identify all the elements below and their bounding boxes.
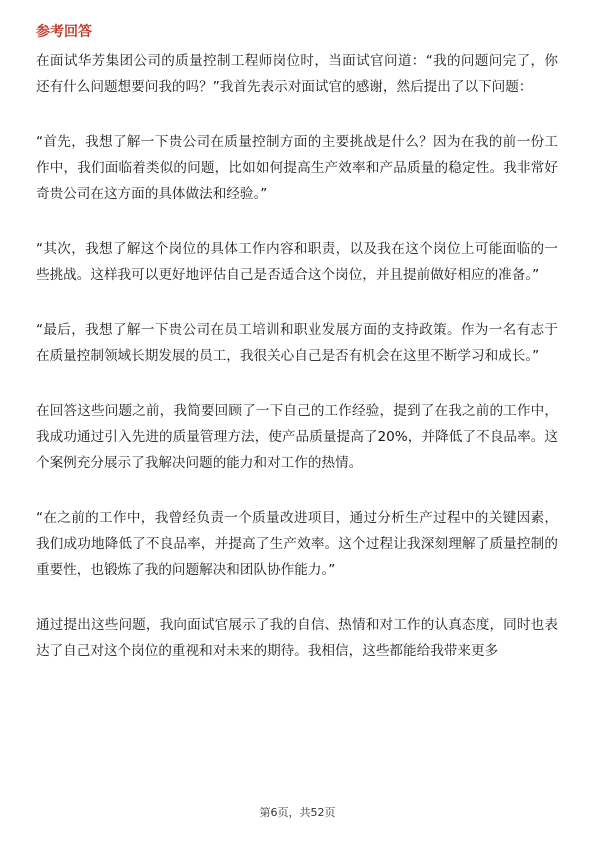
page-number: 第6页，共52页 bbox=[259, 806, 336, 819]
paragraph-question-last: “最后，我想了解一下贵公司在员工培训和职业发展方面的支持政策。作为一名有志于在质量控制领域长期发展的员工，我很关心自己是否有机会在这里不断学习和成长。” bbox=[36, 322, 558, 364]
paragraph-intro: 在面试华芳集团公司的质量控制工程师岗位时，当面试官问道：“我的问题问完了，你还有什么问题想要问我的吗？”我首先表示对面试官的感谢，然后提出了以下问题： bbox=[36, 53, 558, 95]
paragraph-conclusion: 通过提出这些问题，我向面试官展示了我的自信、热情和对工作的认真态度，同时也表达了自己对这个岗位的重视和对未来的期待。我相信，这些都能给我带来更多 bbox=[36, 617, 558, 659]
answer-body bbox=[36, 48, 558, 693]
paragraph-question-first: “首先，我想了解一下贵公司在质量控制方面的主要挑战是什么？因为在我的前一份工作中，我们面临着类似的问题，比如如何提高生产效率和产品质量的稳定性。我非常好奇贵公司在这方面的具体做法和经验。” bbox=[36, 134, 558, 202]
paragraph-question-second: “其次，我想了解这个岗位的具体工作内容和职责，以及我在这个岗位上可能面临的一些挑战。这样我可以更好地评估自己是否适合这个岗位，并且提前做好相应的准备。” bbox=[36, 241, 558, 283]
paragraph-experience: 在回答这些问题之前，我简要回顾了一下自己的工作经验，提到了在我之前的工作中，我成功通过引入先进的质量管理方法，使产品质量提高了20%，并降低了不良品率。这个案例充分展示了我解决问题的能力和对工作的热情。 bbox=[36, 403, 558, 471]
paragraph-project: “在之前的工作中，我曾经负责一个质量改进项目，通过分析生产过程中的关键因素，我们成功地降低了不良品率，并提高了生产效率。这个过程让我深刻理解了质量控制的重要性，也锻炼了我的问题解决和团队协作能力。” bbox=[36, 510, 558, 578]
section-heading: 参考回答 bbox=[36, 24, 92, 40]
